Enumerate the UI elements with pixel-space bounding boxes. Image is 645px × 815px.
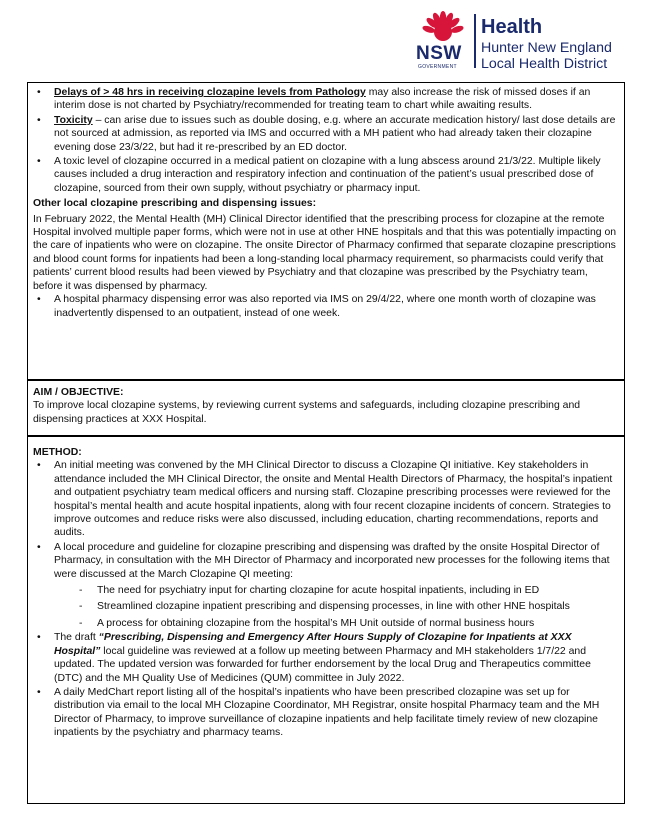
list-item-text: A daily MedChart report listing all of the hospital’s inpatients who have been prescribed clozapine was set up for distribution via email to the local MH Clozapine Coordinator, MH Registrar, onsite hospital Pharmacy team and the MH Director of Pharmacy, to improve surveillance of clozapine inpatients and help facilitate timely review of new clozapine inpatients by the psychiatry and pharmacy teams. (54, 686, 600, 739)
list-item (33, 686, 619, 740)
aim-heading: AIM / OBJECTIVE: (33, 387, 124, 398)
list-item (33, 541, 619, 630)
aim-section (27, 380, 625, 436)
list-item-text: may also increase the risk of missed doses if an interim dose is not charted by Psychiatry/recommended for treating team to chart while awaiting results. (54, 87, 591, 112)
method-list (33, 459, 619, 739)
waratah-icon (418, 10, 468, 42)
government-label: GOVERNMENT (418, 64, 457, 70)
guideline-title: “Prescribing, Dispensing and Emergency After Hours Supply of Clozapine for Inpatients at XXX Hospital” (54, 632, 572, 657)
district-line-1: Hunter New England (481, 40, 612, 56)
sub-list-item: - Streamlined clozapine inpatient prescribing and dispensing processes, in line with other HNE hospitals (54, 600, 619, 613)
sub-list-item: - A process for obtaining clozapine from the hospital’s MH Unit outside of normal business hours (54, 617, 619, 630)
list-item-text: local guideline was reviewed at a follow up meeting between Pharmacy and MH stakeholders 1/7/22 and updated. The updated version was forwarded for further endorsement by the local Drug and Therapeutics committee (DTC) and the MH Quality Use of Medicines (QUM) committee in July 2022. (54, 645, 591, 684)
list-item-text: A hospital pharmacy dispensing error was also reported via IMS on 29/4/22, where one month worth of clozapine was inadvertently dispensed to an outpatient, instead of one week. (54, 294, 596, 319)
health-label: Health (481, 16, 543, 38)
district-line-2: Local Health District (481, 56, 608, 72)
pathology-delays-heading: Delays of > 48 hrs in receiving clozapine levels from Pathology (54, 87, 366, 98)
issues-list (33, 86, 619, 195)
list-item-text: A toxic level of clozapine occurred in a medical patient on clozapine with a lung abscess around 21/3/22. Multiple likely causes included a drug interaction and respiratory infection and continuation of the patient’s usual prescribed dose of clozapine, sourced from their own supply, without psychiatry or pharmacy input. (54, 156, 601, 194)
list-item (33, 459, 619, 539)
issues-section (27, 82, 625, 380)
nsw-health-logo (412, 10, 637, 72)
nsw-wordmark: NSW (416, 43, 462, 64)
list-item (33, 114, 619, 154)
method-sub-list (54, 584, 619, 630)
toxicity-heading: Toxicity (54, 114, 93, 126)
method-section (27, 436, 625, 804)
list-item (33, 155, 619, 195)
list-item-text: An initial meeting was convened by the MH Clinical Director to discuss a Clozapine QI initiative. Key stakeholders in attendance included the MH Clinical Director, the onsite and Mental Health Directors of Pharmacy, the hospital’s inpatient and outpatient psychiatry team medical officers and nursing staff. Clozapine prescribing processes were reviewed for the hospital’s mental health and acute hospital inpatients, along with four recent clozapine incidents of concern. Strategies to improve outcomes and reduce risks were also discussed, including education, charting recommendations, reports and audits. (54, 460, 613, 539)
list-item (33, 293, 619, 320)
method-heading: METHOD: (33, 447, 82, 458)
other-issues-heading: Other local clozapine prescribing and dispensing issues: (33, 198, 317, 210)
list-item (33, 631, 619, 685)
other-issues-paragraph: In February 2022, the Mental Health (MH) Clinical Director identified that the prescribing process for clozapine at the remote Hospital involved multiple paper forms, which were not in use at other HNE hospitals and that this was potentially impacting on the care of inpatients who were on clozapine. The onsite Director of Pharmacy confirmed that separate clozapine prescriptions and blood count forms for inpatients had been a long-standing local pharmacy requirement, so pharmacists could verify that patients’ current blood results had been viewed by Psychiatry and that clozapine was prescribed by the Psychiatry team, before it was dispensed by pharmacy. (33, 213, 617, 292)
sub-list-item: - The need for psychiatry input for charting clozapine for acute hospital inpatients, including in ED (54, 584, 619, 597)
aim-text: To improve local clozapine systems, by reviewing current systems and safeguards, including clozapine prescribing and dispensing practices at XXX Hospital. (33, 400, 581, 425)
list-item-text: A local procedure and guideline for clozapine prescribing and dispensing was drafted by the onsite Hospital Director of Pharmacy, in consultation with the MH Director of Pharmacy and incorporated new processes for the following items that were discussed at the March Clozapine QI meeting: (54, 541, 610, 580)
list-item-text: The draft (54, 632, 99, 644)
list-item-text: – can arise due to issues such as double dosing, e.g. where an accurate medication history/ last dose details are not sourced at admission, as reported via IMS and occurred with a MH patient who had already taken their clozapine evening dose 23/3/22, but had it re-prescribed by an ED doctor. (54, 114, 616, 153)
logo-divider (474, 14, 476, 68)
issues-list-2 (33, 293, 619, 320)
list-item (33, 86, 619, 113)
